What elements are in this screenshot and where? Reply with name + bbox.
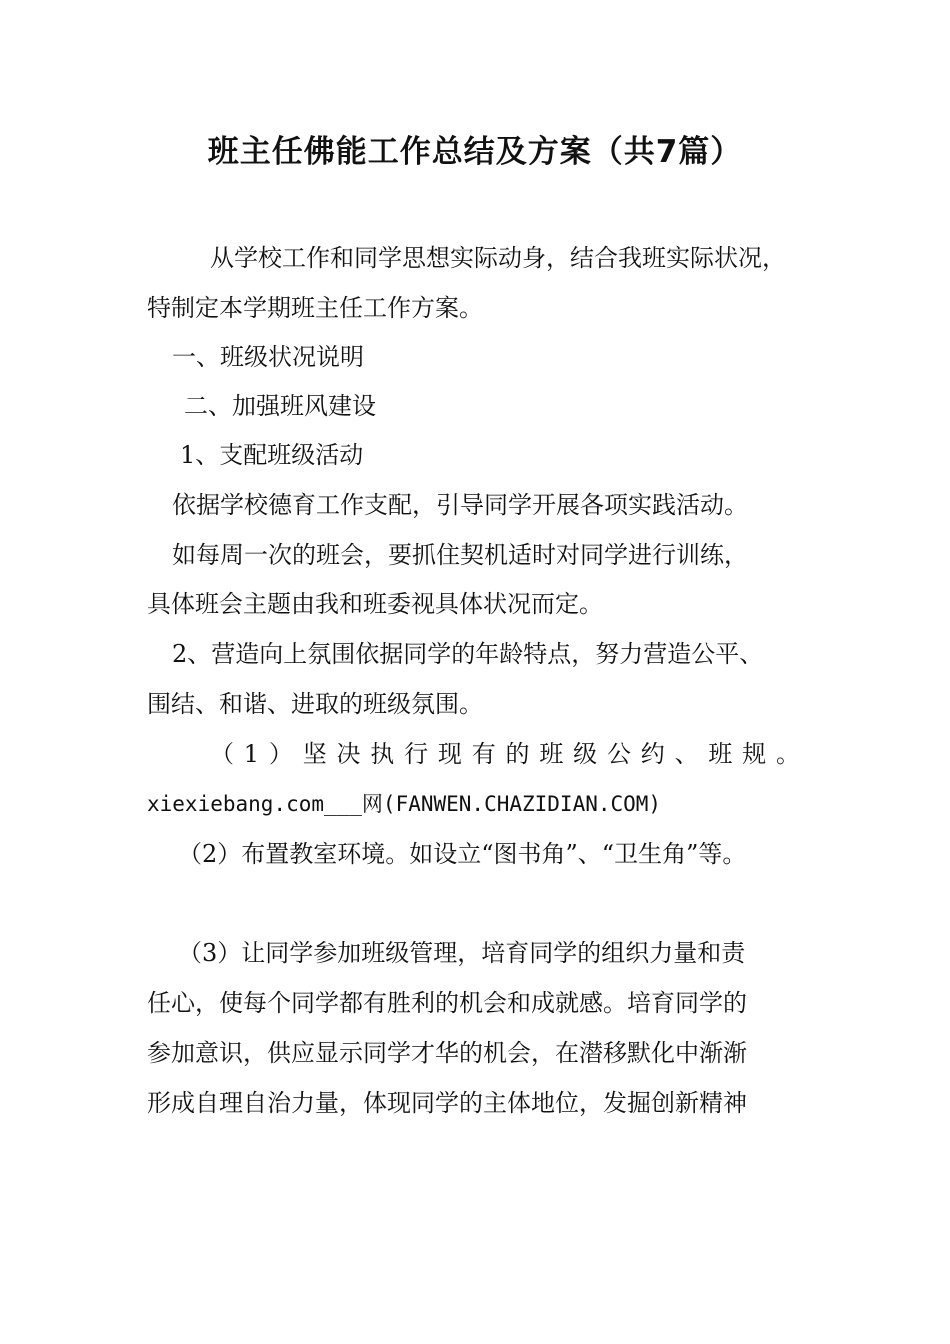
paragraph-line-2: 特制定本学期班主任工作方案。 [147,294,483,322]
subsection-heading-1: 1、支配班级活动 [180,441,364,469]
watermark-source-line: xiexiebang.com___网(FANWEN.CHAZIDIAN.COM) [147,792,662,816]
paragraph-line-5: 具体班会主题由我和班委视具体状况而定。 [147,590,603,618]
subsection-heading-2: 2、营造向上氛围依据同学的年龄特点，努力营造公平、 [172,640,764,668]
document-title: 班主任佛能工作总结及方案（共7篇） [207,134,743,170]
list-item-3-line-1: （3）让同学参加班级管理，培育同学的组织力量和责 [178,939,746,967]
paragraph-line-6: 围结、和谐、进取的班级氛围。 [147,690,483,718]
section-heading-2: 二、加强班风建设 [184,392,376,420]
section-heading-1: 一、班级状况说明 [172,343,364,371]
paragraph-line-4: 如每周一次的班会，要抓住契机适时对同学进行训练， [172,541,748,569]
paragraph-line-1: 从学校工作和同学思想实际动身，结合我班实际状况， [210,244,786,272]
list-item-3-line-4: 形成自理自治力量，体现同学的主体地位，发掘创新精神 [147,1089,747,1117]
list-item-1: （1）坚决执行现有的班级公约、班规。 [210,740,800,768]
list-item-3-line-2: 任心，使每个同学都有胜利的机会和成就感。培育同学的 [147,989,747,1017]
paragraph-line-3: 依据学校德育工作支配，引导同学开展各项实践活动。 [172,491,748,519]
list-item-3-line-3: 参加意识，供应显示同学才华的机会，在潜移默化中渐渐 [147,1039,747,1067]
list-item-2: （2）布置教室环境。如设立“图书角”、“卫生角”等。 [178,840,747,868]
